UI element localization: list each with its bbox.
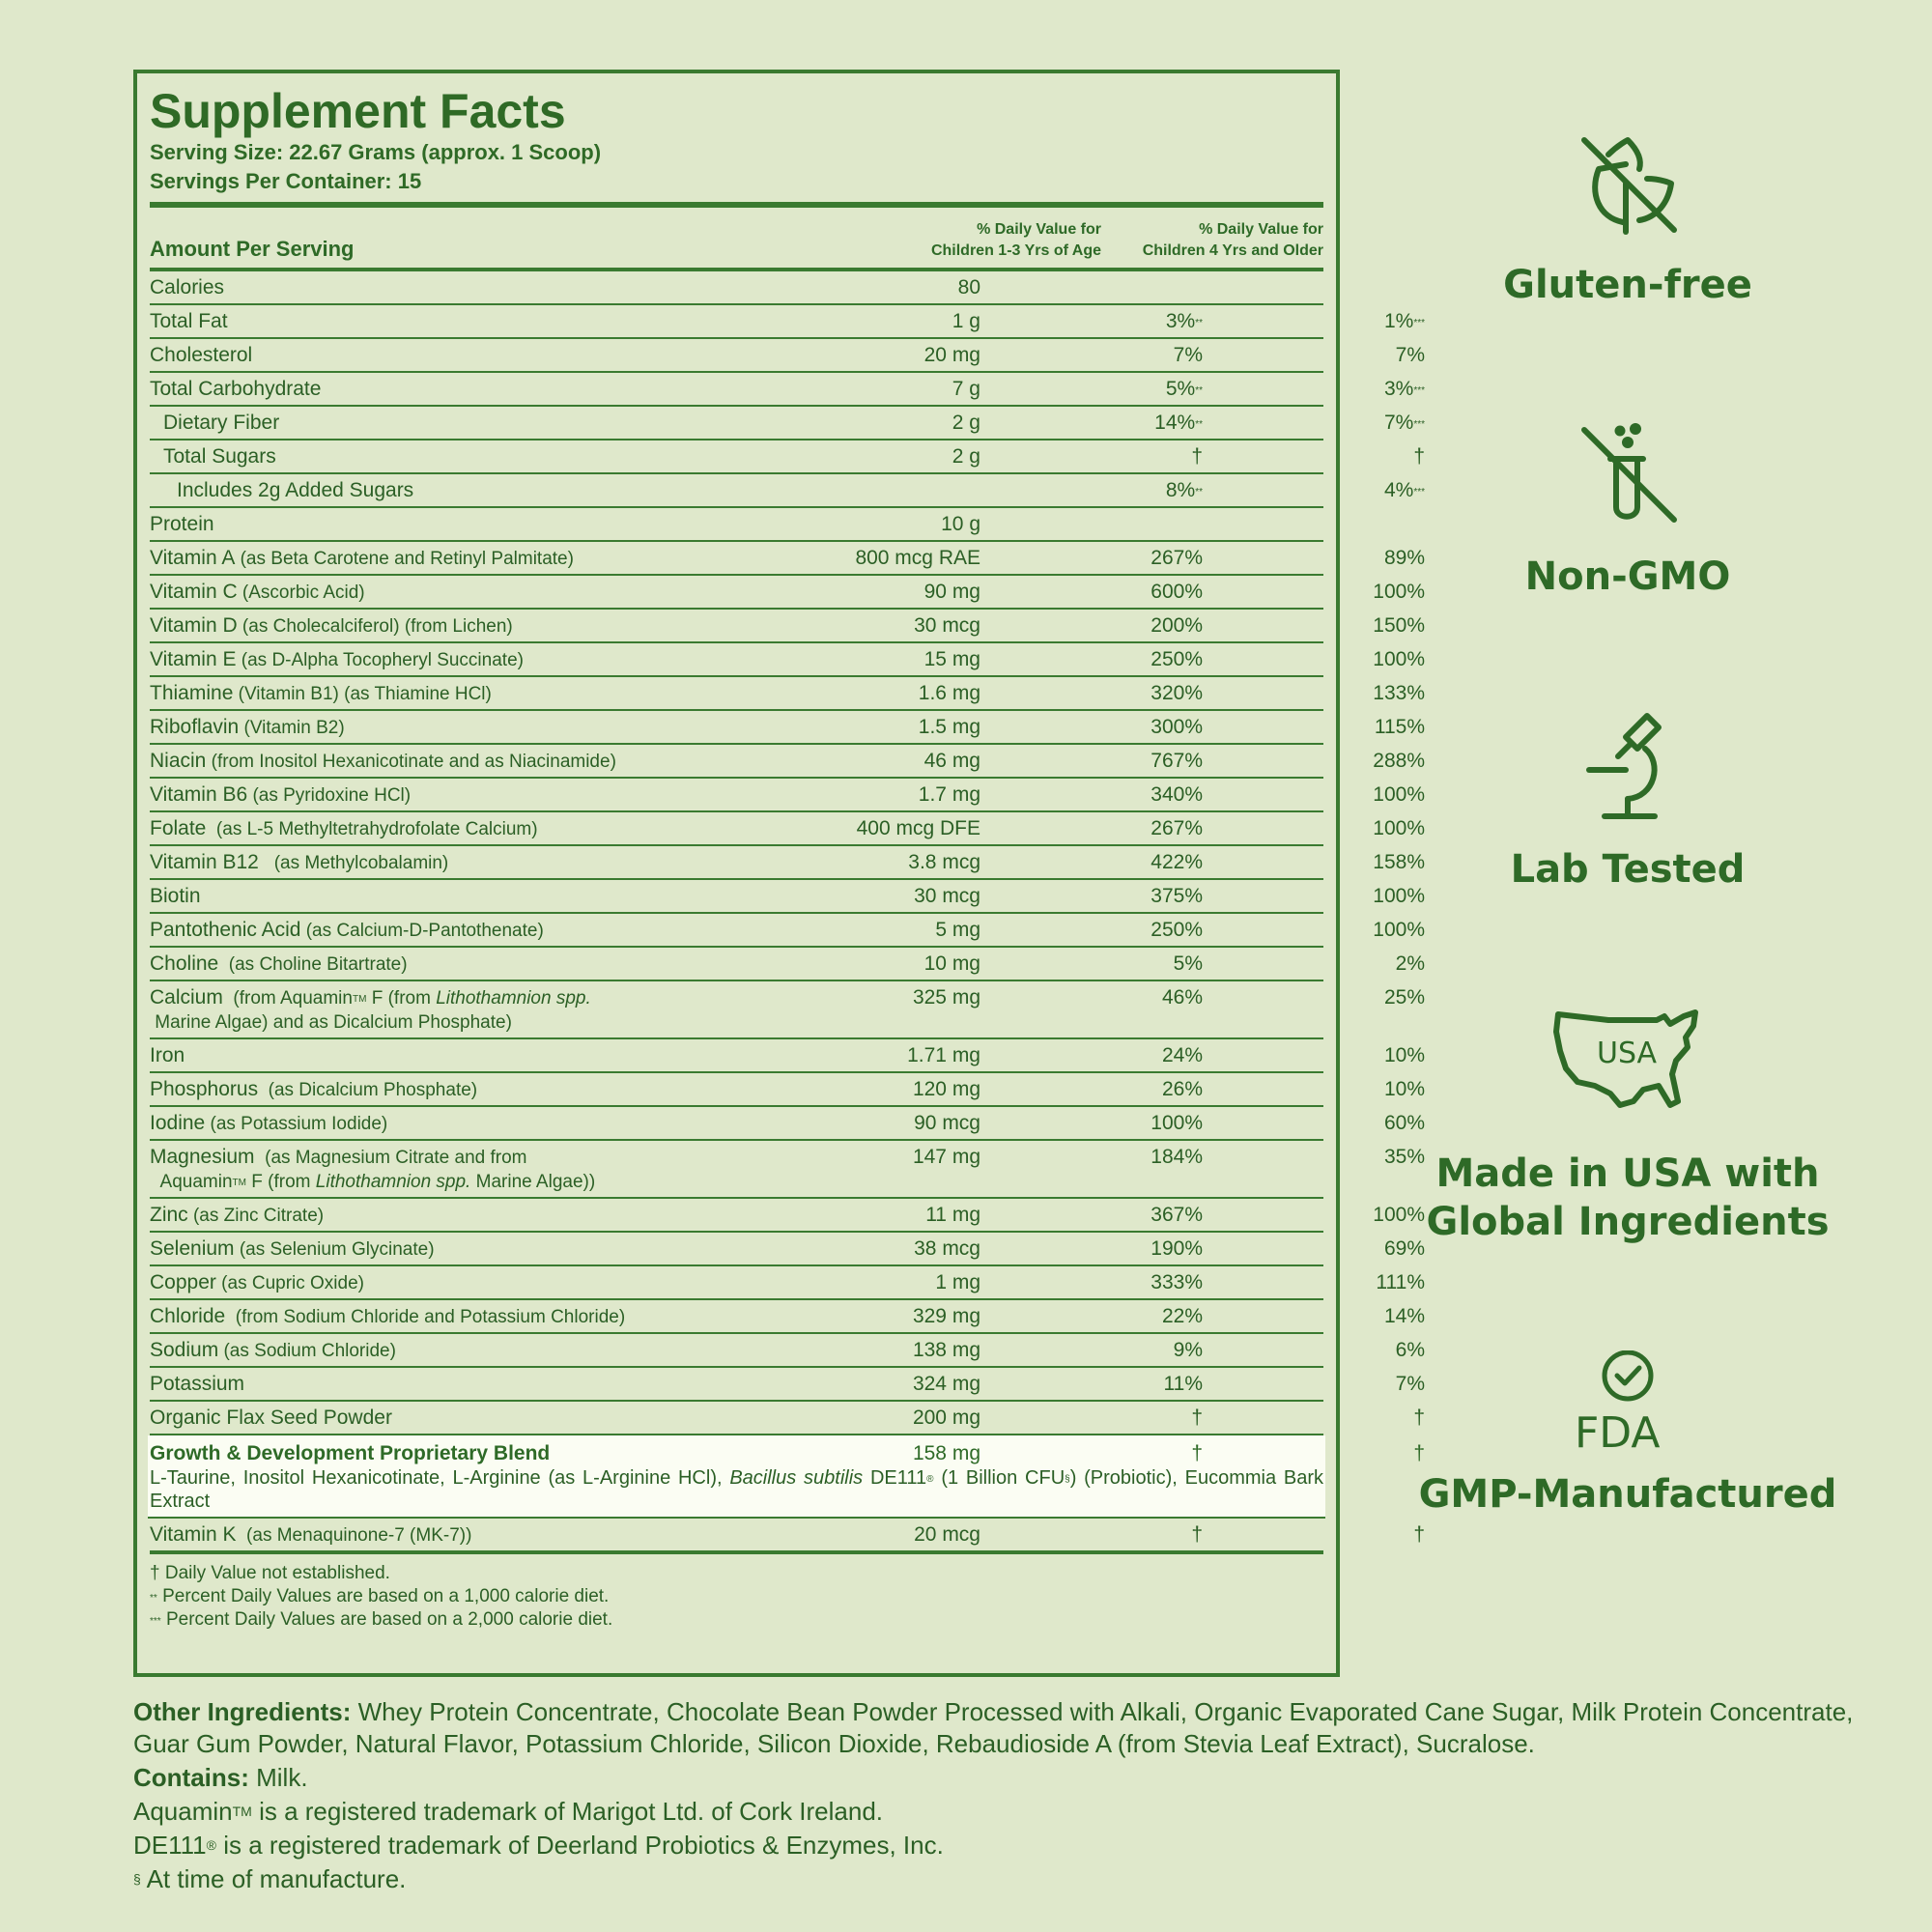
nutrient-amount: 90 mcg [914,1112,980,1134]
nutrient-dv1: 5% [1173,952,1203,975]
nutrient-dv2: 25% [1383,986,1425,1009]
nutrient-dv2: 100% [1373,817,1425,839]
nutrient-dv2: 69% [1383,1237,1425,1260]
badge-label: GMP-Manufactured [1418,1472,1837,1517]
nutrient-dv1: 300% [1151,716,1203,738]
nutrient-amount: 20 mg [923,344,980,366]
nutrient-dv1: 190% [1151,1237,1203,1260]
nutrient-dv1: 22% [1161,1305,1203,1327]
de111-trademark: DE111® is a registered trademark of Deerland Probiotics & Enzymes, Inc. [133,1831,944,1860]
badge-gluten-free [1401,126,1855,309]
nutrient-name: Potassium [150,1373,245,1395]
nutrient-name: Thiamine (Vitamin B1) (as Thiamine HCl) [150,682,492,704]
nutrient-name: Vitamin A (as Beta Carotene and Retinyl Palmitate) [150,547,574,569]
nutrient-amount: 1.7 mg [918,783,980,806]
nutrient-dv2: 7% [1395,1373,1425,1395]
nutrient-dv1: 250% [1151,648,1203,670]
nutrient-dv1: 3%** [1165,310,1203,332]
nutrient-name: Vitamin D (as Cholecalciferol) (from Lichen) [150,614,513,637]
nutrient-amount: 1.71 mg [907,1044,980,1066]
nutrient-dv1: 367% [1151,1204,1203,1226]
badge-made-in-usa [1401,1005,1855,1246]
nutrient-dv2: † [1413,445,1425,468]
check-circle-icon [1565,1350,1690,1457]
nutrient-dv2: 100% [1373,581,1425,603]
nutrient-name: Vitamin B12 (as Methylcobalamin) [150,851,449,873]
nutrient-dv1: 250% [1151,919,1203,941]
nutrient-dv2: 158% [1373,851,1425,873]
nutrient-row [150,1141,1425,1199]
badge-label: Lab Tested [1510,847,1746,892]
nutrient-row [150,1073,1425,1107]
nutrient-row [150,1199,1425,1233]
blend-dv1: † [1191,1442,1203,1464]
other-ingredients-section [133,1696,1872,1895]
serving-size: Serving Size: 22.67 Grams (approx. 1 Scoop) [150,140,602,164]
nutrient-dv2: 89% [1383,547,1425,569]
nutrient-name: Dietary Fiber [163,412,280,434]
dv-header-children-1-3: % Daily Value for Children 1-3 Yrs of Age [930,221,1101,259]
nutrient-name: Vitamin E (as D-Alpha Tocopheryl Succinate) [150,648,524,670]
nutrient-amount: 800 mcg RAE [855,547,980,569]
amount-per-serving-label: Amount Per Serving [150,237,355,261]
nutrient-dv2: 100% [1373,1204,1425,1226]
nutrient-dv1: 340% [1151,783,1203,806]
nutrient-row [150,1233,1425,1266]
blend-name: Growth & Development Proprietary Blend [150,1442,551,1464]
nutrient-row [150,407,1425,440]
nutrient-dv1: 767% [1151,750,1203,772]
nutrient-row [150,846,1425,880]
nutrient-dv1: 320% [1151,682,1203,704]
nutrient-name: Biotin [150,885,201,907]
nutrient-row [150,305,1425,339]
nutrient-row [150,373,1425,407]
nutrient-dv2: 35% [1383,1146,1425,1168]
nutrient-row [150,643,1425,677]
badge-label: Gluten-free [1503,263,1752,307]
nutrient-dv1: 375% [1151,885,1203,907]
nutrient-name: Calcium (from Aquamin™ F (from Lithothamnion spp. Marine Algae) and as Dicalcium Phosphate) [150,986,591,1033]
nutrient-dv1: 8%** [1165,479,1203,501]
nutrient-dv2: 111% [1376,1271,1425,1293]
nutrient-dv1 [980,513,1203,537]
footnotes [150,1554,1323,1632]
nutrient-dv2: 150% [1373,614,1425,637]
nutrient-name: Includes 2g Added Sugars [177,479,414,501]
nutrient-amount: 1 mg [935,1271,980,1293]
nutrient-row [150,440,1425,474]
nutrient-row [150,542,1425,576]
nutrient-dv1: 46% [1161,986,1203,1009]
nutrient-dv1: † [1191,445,1203,468]
nutrient-dv2: 1%*** [1383,310,1425,332]
nutrient-dv1: 184% [1151,1146,1203,1168]
nutrient-dv1: 267% [1151,547,1203,569]
nutrient-amount: 2 g [952,445,980,468]
nutrient-name: Folate (as L-5 Methyltetrahydrofolate Calcium) [150,817,538,839]
manufacture-note: § At time of manufacture. [133,1864,407,1893]
nutrient-row [150,880,1425,914]
badge-label: Made in USA with Global Ingredients [1426,1151,1830,1244]
nutrient-dv1: 9% [1173,1339,1203,1361]
nutrient-row [150,474,1425,508]
nutrient-dv2: 10% [1383,1044,1425,1066]
nutrient-row [150,610,1425,643]
nutrient-amount: 1 g [952,310,980,332]
nutrient-dv2: 10% [1383,1078,1425,1100]
nutrient-amount: 46 mg [923,750,980,772]
nutrient-dv2: 4%*** [1383,479,1425,501]
nutrient-row [150,576,1425,610]
nutrient-amount: 3.8 mcg [908,851,980,873]
badge-fda-gmp [1401,1350,1855,1519]
servings-per-container: Servings Per Container: 15 [150,169,422,193]
nutrient-dv2: † [1413,1406,1425,1429]
nutrient-dv1: 267% [1151,817,1203,839]
nutrient-amount: 325 mg [912,986,980,1009]
nutrient-name: Chloride (from Sodium Chloride and Potassium Chloride) [150,1305,626,1327]
blend-amount: 158 mg [912,1442,980,1464]
nutrient-amount: 7 g [952,378,980,400]
nutrient-row [150,745,1425,779]
nutrient-amount: 90 mg [923,581,980,603]
nutrient-name: Total Sugars [163,445,276,468]
nutrient-amount: 400 mcg DFE [856,817,980,839]
aquamin-trademark: Aquamin™ is a registered trademark of Marigot Ltd. of Cork Ireland. [133,1797,884,1826]
badge-non-gmo [1401,415,1855,601]
nutrient-dv2: 60% [1383,1112,1425,1134]
nutrient-dv1: 100% [1151,1112,1203,1134]
nutrient-dv1: 600% [1151,581,1203,603]
nutrient-name: Iron [150,1044,185,1066]
nutrient-amount [671,479,980,503]
nutrient-amount: 30 mcg [914,614,980,637]
nutrient-amount: 30 mcg [914,885,980,907]
nutrient-row [150,339,1425,373]
nutrient-amount: 120 mg [912,1078,980,1100]
nutrient-name: Calories [150,276,225,298]
nutrient-amount: 11 mg [925,1204,980,1226]
nutrient-row [150,1107,1425,1141]
nutrient-amount: 138 mg [912,1339,980,1361]
contains: Contains: Milk. [133,1763,308,1792]
fda-text: FDA [1575,1408,1661,1457]
nutrient-dv2: 2% [1395,952,1425,975]
usa-map-text: USA [1597,1037,1658,1070]
nutrient-amount: 15 mg [923,648,980,670]
leaf-crossed-icon [1570,126,1686,242]
nutrient-dv1: 14%** [1154,412,1203,434]
nutrient-row [150,1334,1425,1368]
nutrient-amount: 80 [957,276,980,298]
nutrient-dv1: 11% [1163,1373,1203,1395]
nutrient-name: Total Carbohydrate [150,378,322,400]
nutrient-amount: 10 mg [923,952,980,975]
nutrient-dv2: 133% [1373,682,1425,704]
badge-lab-tested [1401,710,1855,894]
table-header [150,208,1323,268]
proprietary-blend [148,1435,1425,1519]
dv-header-children-4-plus: % Daily Value for Children 4 Yrs and Older [1142,221,1323,259]
nutrient-amount: 5 mg [935,919,980,941]
nutrient-dv2: 100% [1373,783,1425,806]
nutrient-dv2 [1203,276,1425,300]
nutrient-name: Phosphorus (as Dicalcium Phosphate) [150,1078,478,1100]
blend-ingredients: L-Taurine, Inositol Hexanicotinate, L-Arginine (as L-Arginine HCl), Bacillus subtilis DE111® (1 Billion CFU§) (Probiotic), Eucommia Bark Extract [150,1467,1324,1512]
nutrient-amount: 329 mg [912,1305,980,1327]
nutrient-row [150,271,1323,305]
nutrient-dv1 [980,276,1203,300]
nutrient-dv2: 115% [1374,716,1425,738]
test-tube-crossed-icon [1570,415,1686,531]
nutrient-dv1: 24% [1161,1044,1203,1066]
nutrient-name: Organic Flax Seed Powder [150,1406,392,1429]
nutrient-name: Selenium (as Selenium Glycinate) [150,1237,435,1260]
nutrient-dv2: 14% [1383,1305,1425,1327]
nutrient-amount: 147 mg [912,1146,980,1168]
blend-dv2: † [1413,1442,1425,1464]
nutrient-amount: 200 mg [912,1406,980,1429]
nutrient-row [150,981,1425,1039]
footnote-1000: ** Percent Daily Values are based on a 1,000 calorie diet. [150,1586,610,1606]
nutrient-name: Pantothenic Acid (as Calcium-D-Pantothenate) [150,919,544,941]
footnote-dagger: † Daily Value not established. [150,1563,390,1583]
nutrient-row [150,677,1425,711]
nutrient-name: Copper (as Cupric Oxide) [150,1271,364,1293]
nutrient-dv1: 422% [1151,851,1203,873]
nutrient-dv1: 5%** [1165,378,1203,400]
nutrient-dv2: 100% [1373,885,1425,907]
nutrient-name: Niacin (from Inositol Hexanicotinate and as Niacinamide) [150,750,616,772]
nutrient-amount: 38 mcg [914,1237,980,1260]
nutrient-dv2: 100% [1373,919,1425,941]
nutrient-name: Iodine (as Potassium Iodide) [150,1112,388,1134]
nutrient-dv2 [1203,513,1425,537]
nutrient-row [150,914,1425,948]
nutrient-row [150,779,1425,812]
nutrient-name: Magnesium (as Magnesium Citrate and from Aquamin™ F (from Lithothamnion spp. Marine Algae)) [150,1146,596,1192]
nutrient-name: Choline (as Choline Bitartrate) [150,952,408,975]
nutrient-name: Protein [150,513,214,535]
nutrient-amount: 10 g [941,513,980,535]
nutrient-row [150,812,1425,846]
nutrient-dv1: 333% [1151,1271,1203,1293]
nutrient-row [150,1368,1425,1402]
nutrient-name: Vitamin C (Ascorbic Acid) [150,581,365,603]
nutrient-row [150,711,1425,745]
nutrient-dv1: 7% [1173,344,1203,366]
nutrient-row [150,1039,1425,1073]
nutrient-dv1: 26% [1161,1078,1203,1100]
nutrient-dv2: 7%*** [1383,412,1425,434]
nutrient-dv2: 288% [1373,750,1425,772]
nutrient-amount: 1.5 mg [918,716,980,738]
nutrient-amount: 1.6 mg [918,682,980,704]
nutrient-name: Sodium (as Sodium Chloride) [150,1339,396,1361]
nutrient-row-vitamin-k: Vitamin K (as Menaquinone-7 (MK-7)) 20 mcg † † [150,1519,1323,1554]
footnote-2000: *** Percent Daily Values are based on a 2,000 calorie diet. [150,1609,613,1630]
nutrient-name: Zinc (as Zinc Citrate) [150,1204,325,1226]
nutrient-dv2: 6% [1395,1339,1425,1361]
nutrient-name: Riboflavin (Vitamin B2) [150,716,345,738]
nutrient-row [150,1402,1425,1435]
nutrient-dv1: † [1191,1406,1203,1429]
microscope-icon [1570,710,1686,826]
badge-label: Non-GMO [1524,554,1731,599]
nutrient-dv1: 200% [1151,614,1203,637]
other-ingredients: Other Ingredients: Whey Protein Concentrate, Chocolate Bean Powder Processed with Alkali, Organic Evaporated Cane Sugar, Milk Protein Concentrate, Guar Gum Powder, Natural Flavor, Potassium Chloride, Silicon Dioxide, Rebaudioside A (from Stevia Leaf Extract), Sucralose. [133,1697,1854,1758]
nutrient-dv2: 100% [1373,648,1425,670]
nutrient-row [150,1300,1425,1334]
nutrient-name: Vitamin B6 (as Pyridoxine HCl) [150,783,412,806]
nutrient-row [150,1266,1425,1300]
nutrient-amount: 2 g [952,412,980,434]
nutrient-row [150,508,1323,542]
nutrient-rows [150,271,1425,1435]
supplement-facts-panel [133,70,1425,1677]
nutrient-dv2: 7% [1395,344,1425,366]
nutrient-name: Cholesterol [150,344,253,366]
nutrient-amount: 324 mg [912,1373,980,1395]
panel-title: Supplement Facts [150,84,566,138]
nutrient-dv2: 3%*** [1383,378,1425,400]
nutrient-name: Total Fat [150,310,228,332]
usa-map-icon [1550,1005,1705,1121]
nutrient-row [150,948,1425,981]
